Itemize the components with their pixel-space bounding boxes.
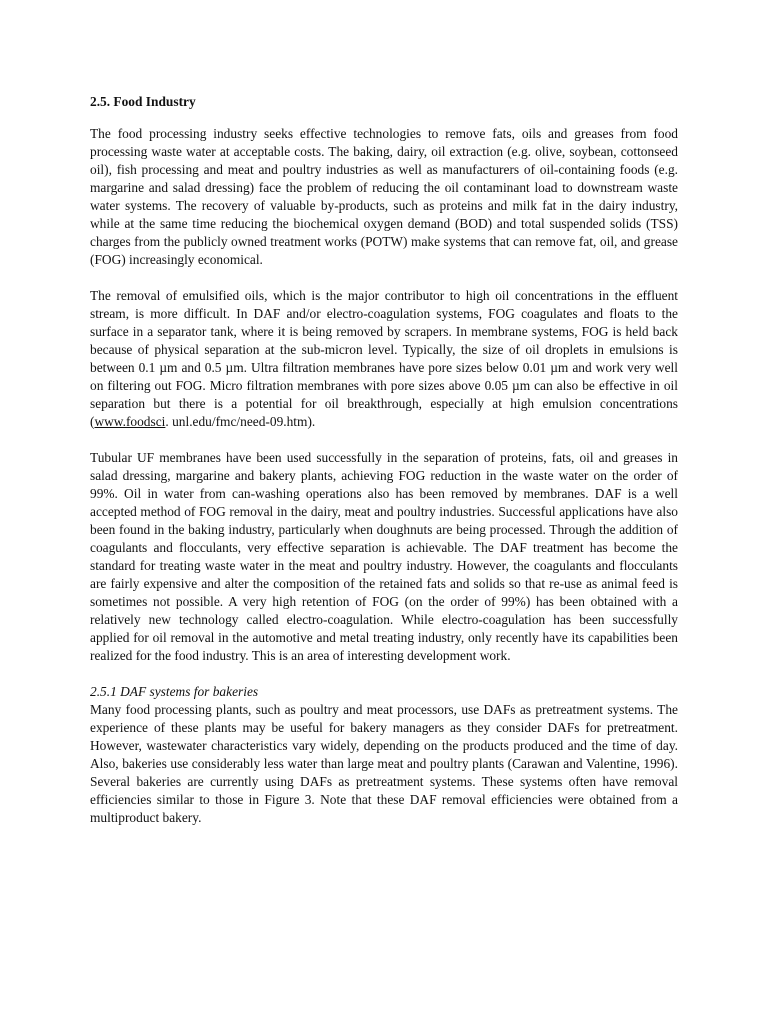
section-heading: 2.5. Food Industry (90, 94, 196, 109)
document-page (90, 93, 678, 845)
paragraph-tubular-uf-membranes: Tubular UF membranes have been used successfully in the separation of proteins, fats, oil and greases in salad dressing, margarine and bakery plants, achieving FOG reduction in the waste water on the order of 99%. Oil in water from can-washing operations also has been removed by membranes. DAF is a well accepted method of FOG removal in the dairy, meat and poultry industries. Successful applications have also been found in the baking industry, particularly when doughnuts are being processed. Through the addition of coagulants and flocculants, very effective separation is achievable. The DAF treatment has become the standard for treating waste water in the meat and poultry industry. However, the coagulants and flocculants are fairly expensive and alter the composition of the retained fats and solids so that re-use as animal feed is sometimes not possible. A very high retention of FOG (on the order of 99%) has been obtained with a relatively new technology called electro-coagulation. While electro-coagulation has been successfully applied for oil removal in the automotive and metal treating industry, only recently have its capabilities been realized for the food industry. This is an area of interesting development work. (90, 450, 678, 663)
subsection-heading: 2.5.1 DAF systems for bakeries (90, 684, 259, 699)
emulsion-text-start: The removal of emulsified oils, which is the major contributor to high oil concentrations in the effluent stream, is more difficult. In DAF and/or electro-coagulation systems, FOG coagulates and floats to the surface in a separator tank, where it is being removed by scrapers. In membrane systems, FOG is held back because of physical separation at the sub-micron level. Typically, the size of oil droplets in emulsions is between 0.1 µm and 0.5 µm. Ultra filtration membranes have pore sizes below 0.01 µm and work very well on filtering out FOG. Micro filtration membranes with pore sizes above 0.05 µm can also be effective in oil separation but there is a potential for oil breakthrough, especially at high emulsion concentrations ( (90, 288, 678, 429)
paragraph-emulsified-oils (90, 287, 678, 431)
paragraph-daf-bakeries: Many food processing plants, such as poultry and meat processors, use DAFs as pretreatment systems. The experience of these plants may be useful for bakery managers as they consider DAFs for pretreatment. However, wastewater characteristics vary widely, depending on the products produced and the time of day. Also, bakeries use considerably less water than large meat and poultry plants (Carawan and Valentine, 1996). Several bakeries are currently using DAFs as pretreatment systems. These systems often have removal efficiencies similar to those in Figure 3. Note that these DAF removal efficiencies were obtained from a multiproduct bakery. (90, 702, 678, 825)
paragraph-food-industry-intro: The food processing industry seeks effective technologies to remove fats, oils and greases from food processing waste water at acceptable costs. The baking, dairy, oil extraction (e.g. olive, soybean, cottonseed oil), fish processing and meat and poultry industries as well as manufacturers of oil-containing foods (e.g. margarine and salad dressing) face the problem of reducing the oil contaminant load to downstream waste water systems. The recovery of valuable by-products, such as proteins and milk fat in the dairy industry, while at the same time reducing the biochemical oxygen demand (BOD) and total suspended solids (TSS) charges from the publicly owned treatment works (POTW) make systems that can remove fat, oil, and grease (FOG) increasingly economical. (90, 126, 678, 267)
foodsci-link[interactable]: www.foodsci (94, 414, 166, 429)
emulsion-text-end: . unl.edu/fmc/need-09.htm). (165, 414, 316, 429)
